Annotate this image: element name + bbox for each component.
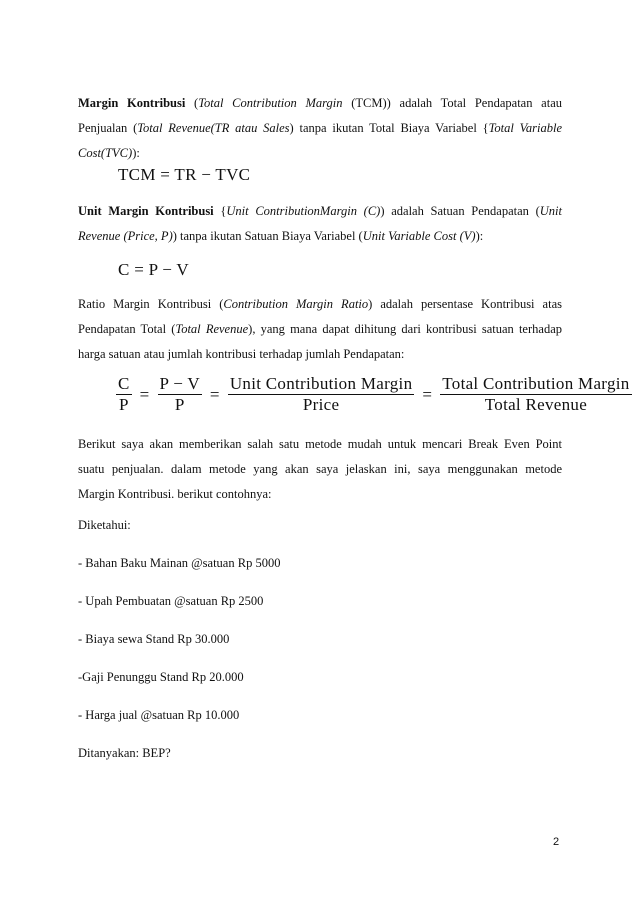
line: harga satuan atau jumlah kontribusi terhadap jumlah Pendapatan:: [78, 347, 405, 361]
line: [78, 224, 562, 249]
text: ) adalah Satuan Pendapatan (: [380, 204, 540, 218]
term-italic: Revenue (Price, P): [78, 229, 173, 243]
text: ) tanpa ikutan Total Biaya Variabel {: [289, 121, 489, 135]
text: Ratio Margin Kontribusi (: [78, 297, 224, 311]
paragraph-total-contribution-margin: [78, 91, 562, 166]
term-italic: Total Revenue(TR atau Sales: [137, 121, 290, 135]
list-item: - Harga jual @satuan Rp 10.000: [78, 708, 240, 722]
line: [78, 317, 562, 342]
paragraph-contribution-margin-ratio: [78, 292, 562, 367]
paragraph-break-even-intro: [78, 432, 562, 507]
text: ) adalah persentase Kontribusi atas: [368, 297, 562, 311]
term-bold: Unit Margin Kontribusi: [78, 204, 214, 218]
fraction-total-cm-over-revenue: [440, 374, 631, 415]
numerator: C: [118, 374, 130, 393]
fraction-pv-over-p: [158, 374, 202, 415]
line: Berikut saya akan memberikan salah satu metode mudah untuk mencari Break Even Point: [78, 437, 562, 451]
equals-sign: =: [422, 384, 433, 404]
line: [78, 91, 562, 116]
numerator: P − V: [159, 374, 200, 393]
list-item: - Biaya sewa Stand Rp 30.000: [78, 632, 230, 646]
denominator: P: [118, 395, 129, 414]
denominator: Total Revenue: [484, 395, 588, 414]
text: (: [185, 96, 199, 110]
formula-ratio: [116, 374, 632, 415]
formula-unit-margin: C = P − V: [118, 260, 190, 279]
line: [78, 116, 562, 141]
fraction-c-over-p: [116, 374, 132, 415]
term-italic: Total Revenue: [175, 322, 249, 336]
term-italic: Contribution Margin Ratio: [223, 297, 369, 311]
known-label: Diketahui:: [78, 518, 131, 532]
term-italic: Cost(TVC): [78, 146, 133, 160]
text: {: [213, 204, 227, 218]
text: ) tanpa ikutan Satuan Biaya Variabel (: [172, 229, 363, 243]
line: suatu penjualan. dalam metode yang akan saya jelaskan ini, saya menggunakan metode: [78, 462, 562, 476]
equals-sign: =: [209, 384, 220, 404]
term-italic: Unit Variable Cost (V): [362, 229, 476, 243]
list-item: -Gaji Penunggu Stand Rp 20.000: [78, 670, 244, 684]
text: Penjualan (: [78, 121, 138, 135]
text: Pendapatan Total (: [78, 322, 176, 336]
list-item: - Upah Pembuatan @satuan Rp 2500: [78, 594, 264, 608]
page-number: 2: [553, 836, 560, 848]
fraction-unit-cm-over-price: [228, 374, 415, 415]
text: ):: [475, 229, 484, 243]
line: Margin Kontribusi. berikut contohnya:: [78, 487, 272, 501]
text: ):: [132, 146, 140, 160]
line: [78, 141, 562, 166]
denominator: Price: [302, 395, 340, 414]
term-bold: Margin Kontribusi: [78, 96, 186, 110]
numerator: Total Contribution Margin: [442, 374, 630, 393]
formula-tcm: TCM = TR − TVC: [118, 165, 251, 184]
text: (TCM)) adalah Total Pendapatan atau: [342, 96, 562, 110]
numerator: Unit Contribution Margin: [229, 374, 413, 393]
term-italic: Unit: [539, 204, 563, 218]
line: [78, 292, 562, 317]
equals-sign: =: [139, 384, 150, 404]
term-italic: Total Contribution Margin: [198, 96, 343, 110]
question-label: Ditanyakan: BEP?: [78, 746, 171, 760]
line: [78, 199, 562, 224]
paragraph-unit-contribution-margin: [78, 199, 562, 249]
list-item: - Bahan Baku Mainan @satuan Rp 5000: [78, 556, 281, 570]
term-italic: Total Variable: [488, 121, 562, 135]
denominator: P: [174, 395, 185, 414]
text: ), yang mana dapat dihitung dari kontribusi satuan terhadap: [248, 322, 562, 336]
term-italic: Unit ContributionMargin (C): [226, 204, 381, 218]
